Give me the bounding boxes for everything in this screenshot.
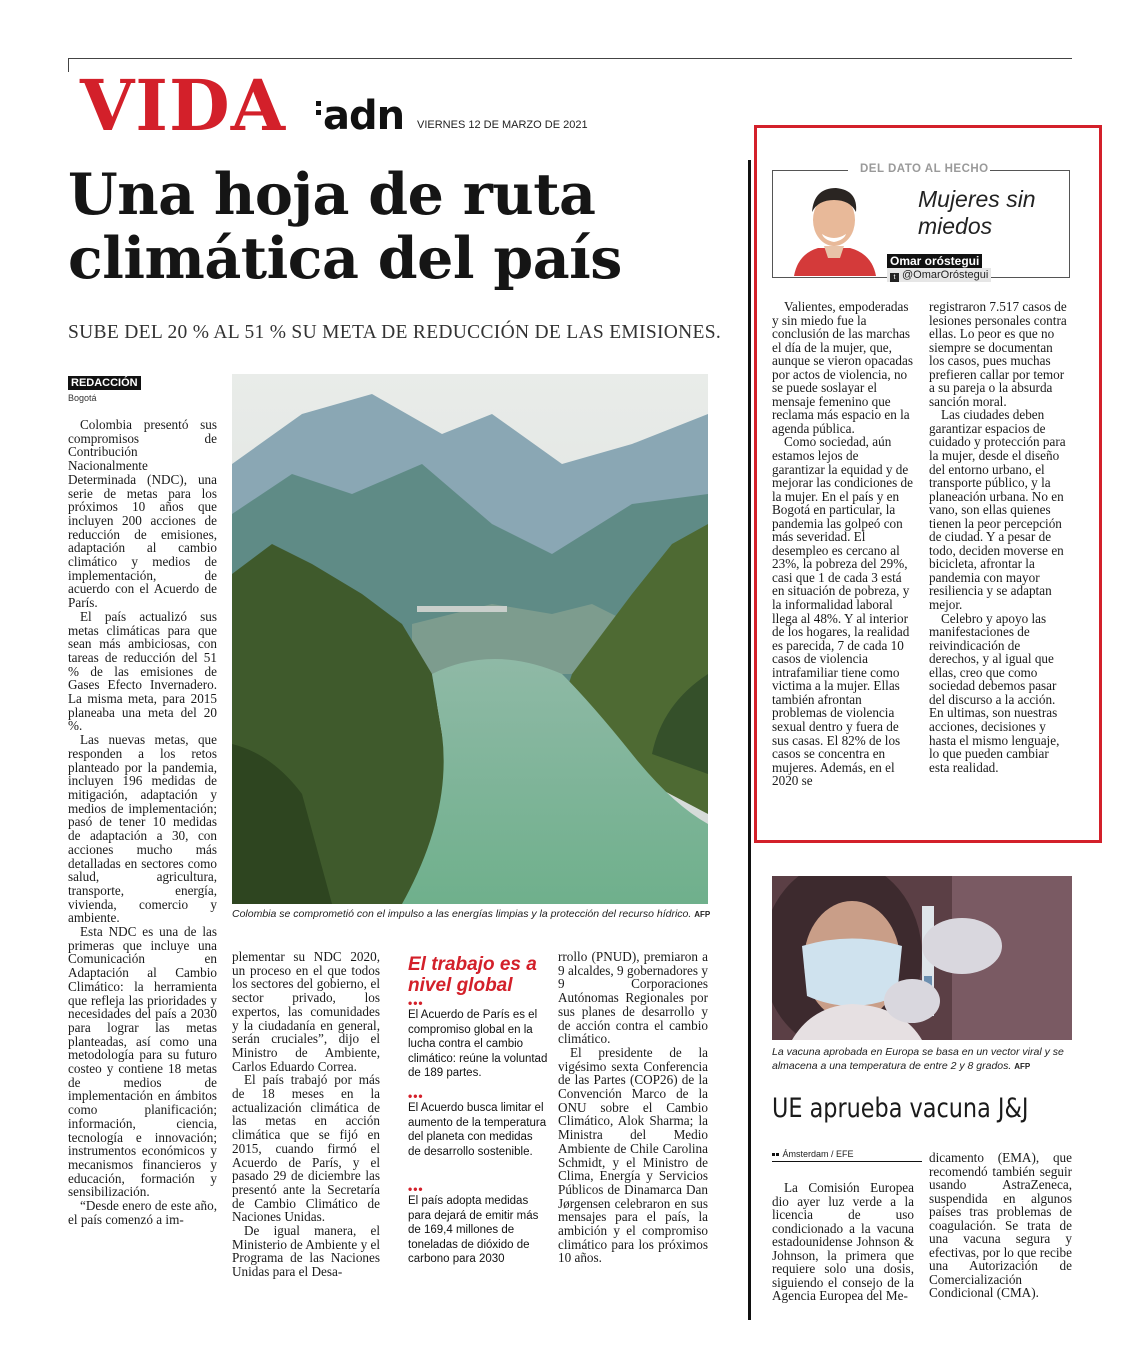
twitter-handle: @OmarOróstegui [902,269,989,281]
paragraph: El país trabajó por más de 18 meses en la actualización climática de las metas en acción climática que se fijó en 2015, cuando firmó el Acuerdo de París, y el pasado 29 de diciembre las presentó ante la Secretaría de Cambio Climático de Naciones Unidas. [232,1072,380,1225]
article-column-2 [232,950,380,1279]
paragraph: Celebro y apoyo las manifestaciones de reivindicación de derechos, y al igual que ellas, creo que como sociedad debemos pasar del discurso a la acción. En ultimas, son nuestras acciones, decisiones y hasta el mismo lenguaje, lo que pueden cambiar esta realidad. [929,610,1060,775]
bullet-marker: ••• [408,996,424,1010]
sidebar-item-text: El país adopta medidas para dejará de emitir más de 169,4 millones de toneladas de dióxido de carbono para 2030 [408,1195,539,1265]
photo-credit: AFP [1014,1062,1031,1071]
photo-caption [232,908,712,920]
author-name: Omar oróstegui [887,254,982,268]
photo-credit: AFP [694,910,711,919]
frame-top-right [990,170,1070,171]
adn-logo-dots [316,101,322,127]
brief-headline: UE aprueba vacuna J&J [772,1093,1029,1124]
paragraph: dicamento (EMA), que recomendó también seguir usando AstraZeneca, suspendida en algunos países tras problemas de coagulación. Se trata de una vacuna segura y efectivas, por lo que recibe una Autorización de Comercialización Condicional (CMA). [929,1150,1072,1301]
sidebar-item [408,1184,548,1267]
dateline-marker [772,1153,775,1156]
section-title: VIDA [80,64,287,147]
byline-block [68,373,141,403]
vaccine-caption [772,1045,1072,1074]
masthead-rule-tick [68,58,69,72]
dateline-text: Ámsterdam / EFE [782,1149,854,1159]
article-subhead: SUBE DEL 20 % AL 51 % SU META DE REDUCCIÓN DE LAS EMISIONES. [68,322,722,343]
twitter-icon: t [890,273,899,282]
column-divider [748,160,751,1320]
sidebar-item [408,998,548,1081]
opinion-column-left [772,300,914,788]
dateline-marker [776,1153,779,1156]
paragraph: Como sociedad, aún estamos lejos de garantizar la equidad y de mejorar las condiciones de la mujer. En el país y en Bogotá en particular, la pandemia las golpeó con más severidad. El desempleo es cercano al 23%, la pobreza del 29%, casi que 1 de cada 3 está en situación de pobreza, y la informalidad laboral llega al 48%. Y al interior de los hogares, la realidad es parecida, 7 de cada 10 casos de violencia intrafamiliar tiene como victima a la mujer. Ellas también afrontan problemas de violencia sexual dentro y fuera de sus casas. El 82% de los casos se concentra en mujeres. Además, en el 2020 se [772,434,913,789]
paragraph: El país actualizó sus metas climáticas para que sean más ambiciosas, con tareas de reducción del 51 % de las emisiones de Gases Efecto Invernadero. La misma meta, para 2015 planeaba una meta del 20 %. [68,608,217,734]
adn-logo: adn [323,93,405,139]
paragraph: Colombia presentó sus compromisos de Contribución Nacionalmente Determinada (NDC), una serie de metas para los próximos 10 años que incluyen 200 acciones de reducción de emisiones, adaptación al cambio climático y medios de implementación, de acuerdo con el Acuerdo de París. [68,417,217,611]
bullet-marker: ••• [408,1089,424,1103]
opinion-title: Mujeres sin miedos [918,186,1036,239]
frame-top-left [772,170,848,171]
vaccine-illustration [772,876,1072,1040]
reservoir-photo [232,374,708,904]
byline: REDACCIÓN [68,376,141,390]
article-column-1 [68,418,217,1226]
reservoir-illustration [232,374,708,904]
paragraph: Esta NDC es una de las primeras que incluye una Comunicación en Adaptación al Cambio Climático: la herramienta que refleja las prioridades y necesidades del país a 2030 para lograr las metas planteadas, así como una metodología para su futuro costeo y contiene 18 metas de medios de implementación en ámbitos como planificación; información, ciencia, tecnología e innovación; instrumentos económicos y mecanismos financieros y educación, formación y sensibilización. [68,924,217,1200]
paragraph: registraron 7.517 casos de lesiones personales contra ellas. Lo peor es que no siempre se documentan los casos, pues muchas prefieren callar por temor a su pareja o la absurda sanción moral. [929,299,1067,409]
sidebar-item-text: El Acuerdo de París es el compromiso global en la lucha contra el cambio climático: reúne la voluntad de 189 partes. [408,1009,548,1079]
paragraph: El presidente de la vigésimo sexta Conferencia de las Partes (COP26) de la Convención Marco de la ONU sobre el Cambio Climático, Alok Sharma; la Ministra del Medio Ambiente de Chile Carolina Schmidt, y el Ministro de Clima, Energía y Servicios Públicos de Dinamarca Dan Jørgensen celebraron en sus mensajes para el país, la ambición y el compromiso climático para los próximos 10 años. [558,1044,708,1266]
brief-column-right [929,1151,1072,1300]
opinion-kicker: DEL DATO AL HECHO [860,163,989,175]
byline-city: Bogotá [68,393,97,403]
caption-text: Colombia se comprometió con el impulso a las energías limpias y la protección del recurso hídrico. [232,908,692,920]
vaccine-photo [772,876,1072,1040]
bullet-marker: ••• [408,1182,424,1196]
sidebar-title: El trabajo es a nivel global [408,954,537,996]
paragraph: La Comisión Europea dio ayer luz verde a la licencia de uso condicionado a la vacuna estadounidense Johnson & Johnson, la primera que requiere solo una dosis, siguiendo el consejo de la Agencia Europea del Me- [772,1180,914,1304]
brief-column-left [772,1181,914,1303]
article-headline [68,163,718,291]
author-portrait-illustration [788,176,880,276]
caption-text: La vacuna aprobada en Europa se basa en un vector viral y se almacena a una temperatura de entre 2 y 8 grados. [772,1046,1064,1072]
paragraph: plementar su NDC 2020, un proceso en el que todos los sectores del gobierno, el sector privado, los expertos, las comunidades y la ciudadanía en general, serán cruciales”, dijo el Ministro de Ambiente, Carlos Eduardo Correa. [232,949,380,1074]
paragraph: Las ciudades deben garantizar espacios de cuidado y protección para la mujer, desde el diseño del entorno urbano, el transporte público, y la planeación urbana. No en vano, son ellas quienes tienen la peor percepción de ciudad. Y a pesar de todo, deciden moverse en bicicleta, afrontar la pandemia con mayor resiliencia y se adaptan mejor. [929,407,1066,613]
paragraph: De igual manera, el Ministerio de Ambiente y el Programa de las Naciones Unidas para el Desa- [232,1223,380,1280]
sidebar-item-text: El Acuerdo busca limitar el aumento de la temperatura del planeta con medidas de desarrollo sostenible. [408,1102,547,1158]
article-column-4 [558,950,708,1265]
paragraph: rrollo (PNUD), premiaron a 9 alcaldes, 9 gobernadores y 9 Corporaciones Autónomas Regionales por sus planes de desarrollo y de acción contra el cambio climático. [558,949,708,1047]
masthead-rule [68,58,1072,59]
brief-dateline [772,1149,922,1162]
author-twitter [887,268,991,282]
issue-date: VIERNES 12 DE MARZO DE 2021 [417,119,588,131]
author-portrait [788,176,880,276]
opinion-column-right [929,300,1071,774]
paragraph: Las nuevas metas, que responden a los retos planteado por la pandemia, incluyen 196 medidas de mitigación, adaptación y medios de implementación; pasó de tener 10 medidas de adaptación a 30, con acciones mucho más detalladas en sectores como salud, agricultura, transporte, energía, vivienda, comercio y ambiente. [68,732,217,926]
headline-line-1: Una hoja de ruta [68,161,596,228]
headline-line-2: climática del país [68,225,622,292]
paragraph: “Desde enero de este año, el país comenzó a im- [68,1198,217,1227]
sidebar-item [408,1091,548,1159]
paragraph: Valientes, empoderadas y sin miedo fue la conclusión de las marchas el día de la mujer, que, aunque se vieron opacadas por actos de violencia, no se puede soslayar el mensaje femenino que reclama más espacio en la agenda pública. [772,299,913,436]
